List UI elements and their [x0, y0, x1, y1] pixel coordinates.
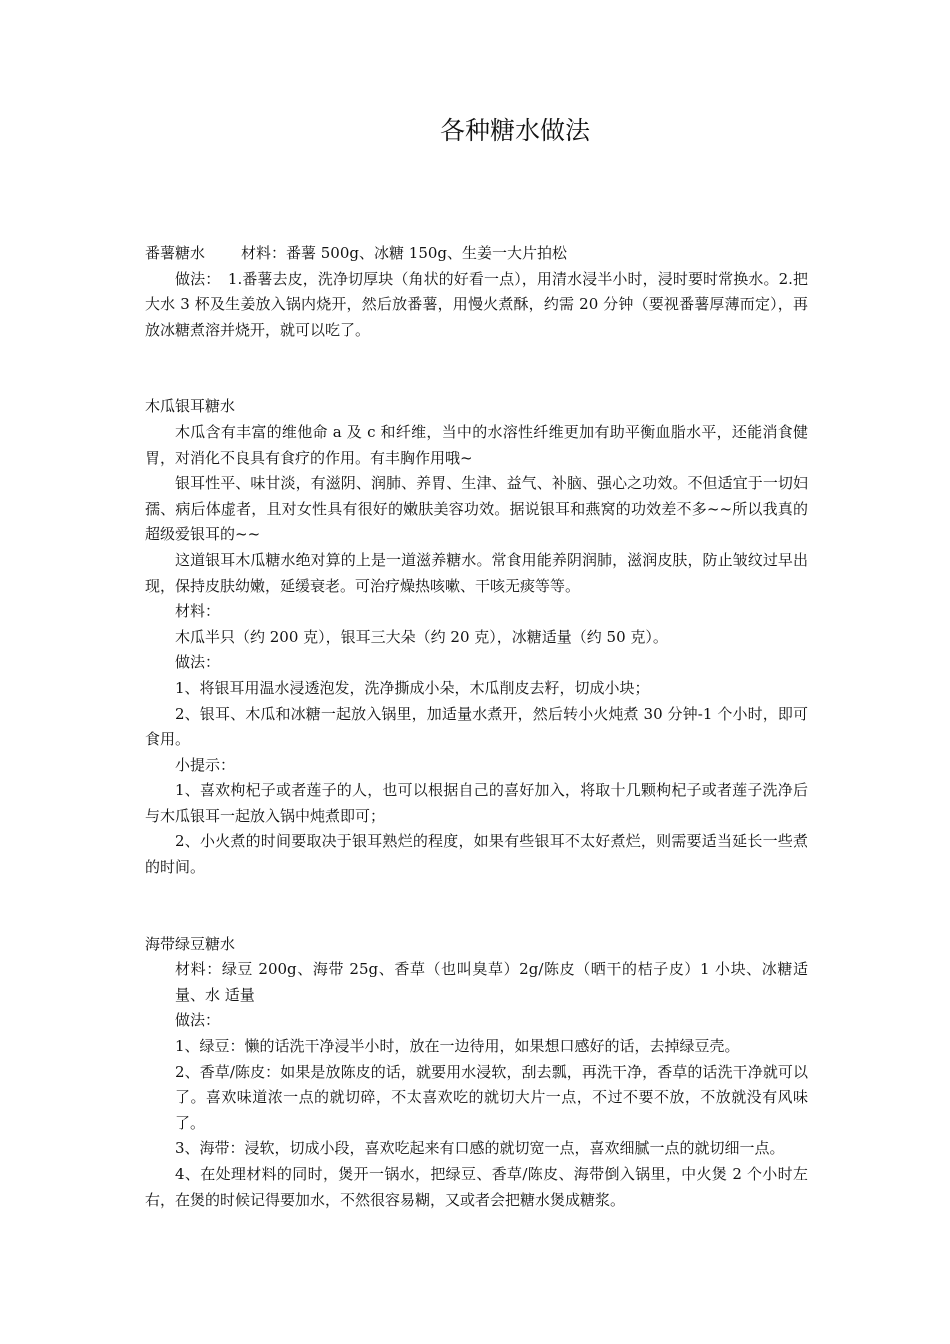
- paragraph: 材料：: [175, 602, 221, 621]
- section-heading-papaya-tremella: 木瓜银耳糖水: [145, 397, 236, 416]
- paragraph: 这道银耳木瓜糖水绝对算的上是一道滋养糖水。常食用能养阴润肺，滋润皮肤，防止皱纹过早出现，保持皮肤幼嫩，延缓衰老。可治疗燥热咳嗽、干咳无痰等等。: [145, 550, 808, 595]
- paragraph: 木瓜半只（约 200 克），银耳三大朵（约 20 克），冰糖适量（约 50 克）。: [175, 627, 668, 646]
- paragraph: 做法：: [175, 1011, 221, 1030]
- page-title: 各种糖水做法: [439, 116, 590, 145]
- paragraph: 1、将银耳用温水浸透泡发，洗净撕成小朵，木瓜削皮去籽，切成小块；: [175, 678, 650, 697]
- paragraph: 小提示：: [175, 755, 236, 774]
- paragraph: 1、绿豆：懒的话洗干净浸半小时，放在一边待用，如果想口感好的话，去掉绿豆壳。: [175, 1037, 740, 1056]
- section-title: 番薯糖水: [145, 244, 206, 262]
- paragraph: 3、海带：浸软，切成小段，喜欢吃起来有口感的就切宽一点，喜欢细腻一点的就切细一点。: [175, 1139, 785, 1158]
- paragraph: 1、喜欢枸杞子或者莲子的人，也可以根据自己的喜好加入，将取十几颗枸杞子或者莲子洗净后与木瓜银耳一起放入锅中炖煮即可；: [145, 781, 808, 825]
- paragraph: 做法： 1.番薯去皮，洗净切厚块（角状的好看一点），用清水浸半小时，浸时要时常换水。2.把大水 3 杯及生姜放入锅内烧开，然后放番薯，用慢火煮酥，约需 20 分钟（要视番薯厚薄而定），再放冰糖煮溶并烧开，就可以吃了。: [145, 269, 808, 339]
- paragraph: 4、在处理材料的同时，煲开一锅水，把绿豆、香草/陈皮、海带倒入锅里，中火煲 2 个小时左右，在煲的时候记得要加水，不然很容易糊，又或者会把糖水煲成糖浆。: [145, 1165, 808, 1209]
- paragraph: 2、香草/陈皮：如果是放陈皮的话，就要用水浸软，刮去瓢，再洗干净，香草的话洗干净就可以了。喜欢味道浓一点的就切碎，不太喜欢吃的就切大片一点，不过不要不放，不放就没有风味了。: [175, 1062, 808, 1132]
- section-heading-sweet-potato: [145, 241, 808, 267]
- paragraph: 材料：绿豆 200g、海带 25g、香草（也叫臭草）2g/陈皮（晒干的桔子皮）1 小块、冰糖适量、水 适量: [175, 960, 808, 1004]
- paragraph: 木瓜含有丰富的维他命 a 及 c 和纤维，当中的水溶性纤维更加有助平衡血脂水平，还能消食健胃，对消化不良具有食疗的作用。有丰胸作用哦~: [145, 422, 808, 467]
- paragraph: 做法：: [175, 653, 221, 672]
- document-body: [145, 241, 808, 1213]
- paragraph: 2、小火煮的时间要取决于银耳熟烂的程度，如果有些银耳不太好煮烂，则需要适当延长一些煮的时间。: [145, 832, 808, 877]
- paragraph: 2、银耳、木瓜和冰糖一起放入锅里，加适量水煮开，然后转小火炖煮 30 分钟-1 个小时，即可食用。: [145, 704, 808, 749]
- paragraph: 银耳性平、味甘淡，有滋阴、润肺、养胃、生津、益气、补脑、强心之功效。不但适宜于一切妇孺、病后体虚者，且对女性具有很好的嫩肤美容功效。据说银耳和燕窝的功效差不多~~所以我真的超级爱银耳的~~: [145, 474, 808, 544]
- section-heading-kelp-mungbean: 海带绿豆糖水: [145, 934, 236, 953]
- materials-line: 材料：番薯 500g、冰糖 150g、生姜一大片拍松: [241, 244, 568, 262]
